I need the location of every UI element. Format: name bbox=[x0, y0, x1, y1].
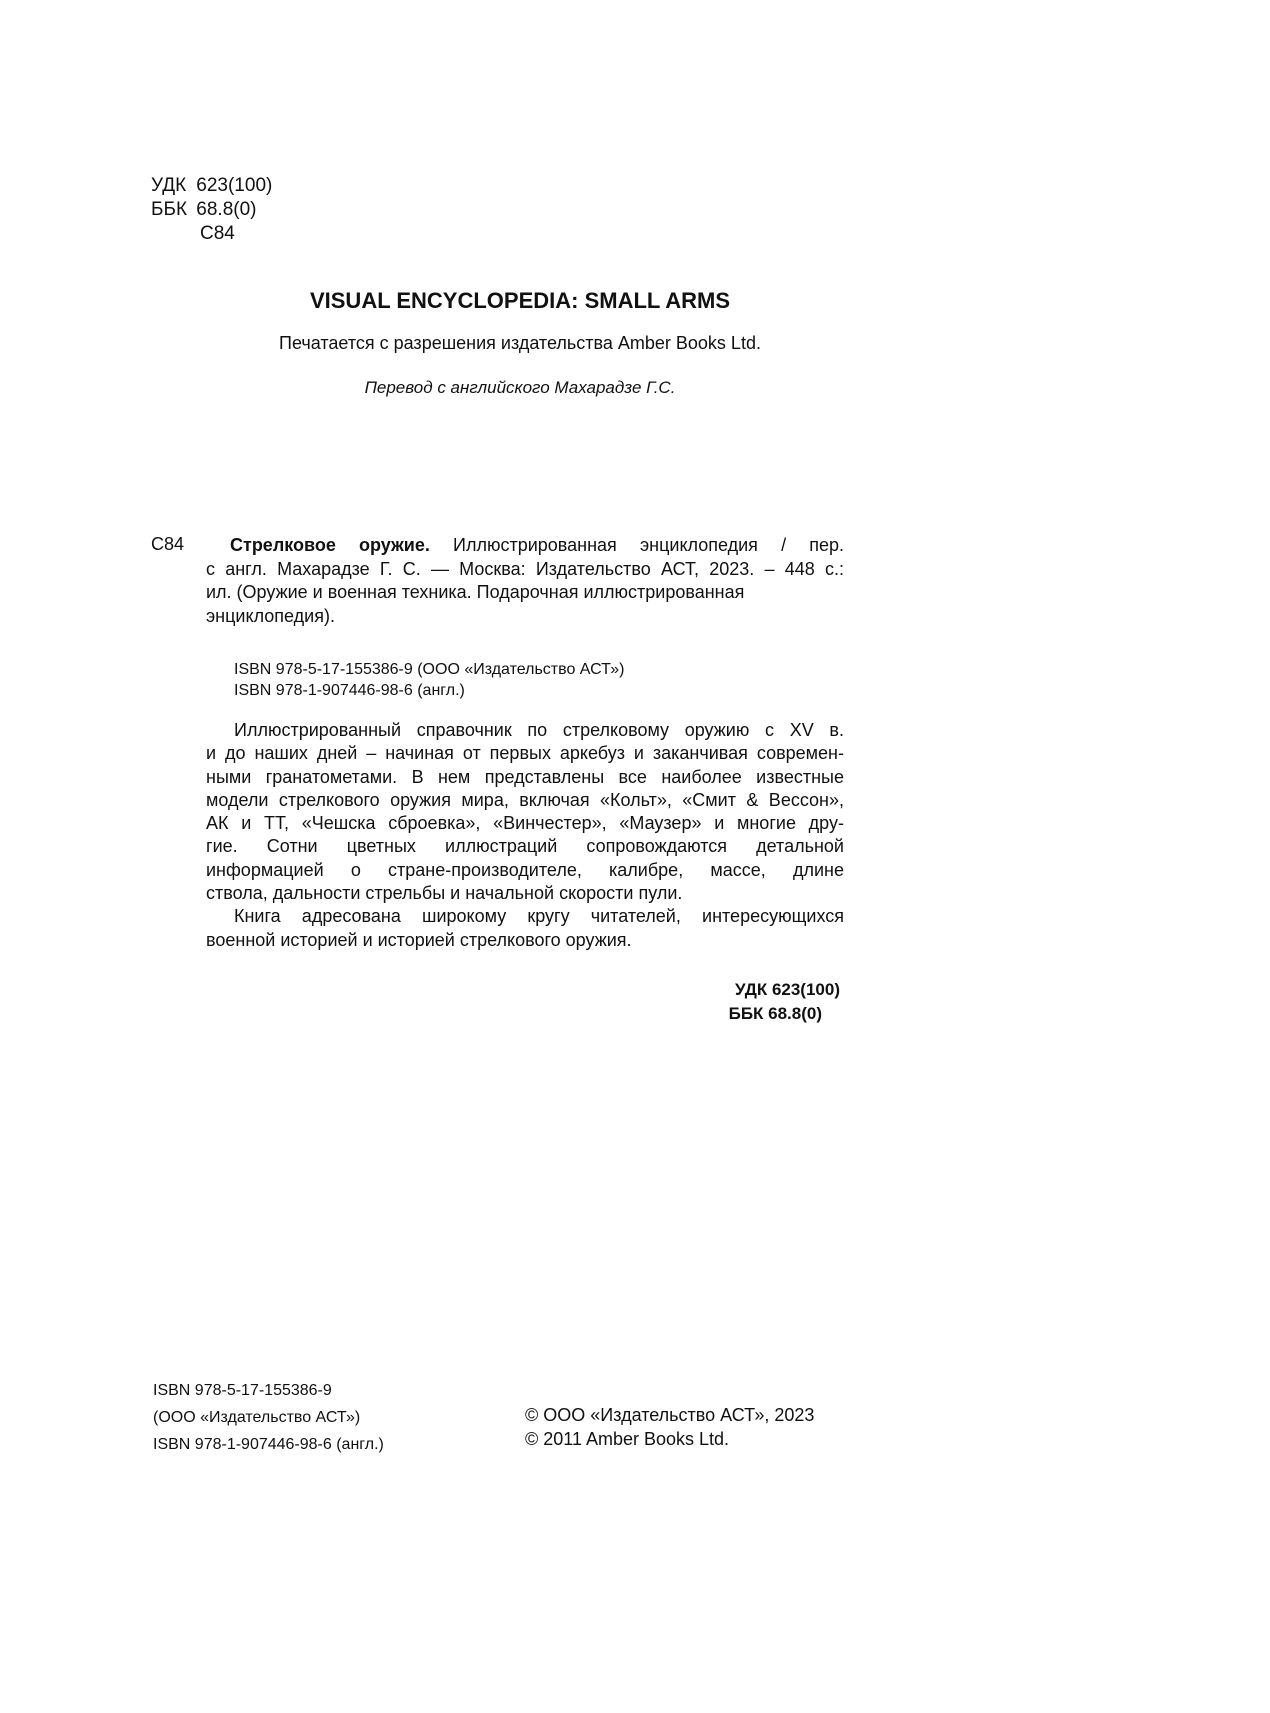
udk-code bbox=[151, 174, 272, 198]
author-mark-top: С84 bbox=[200, 223, 235, 244]
annotation-line: и до наших дней – начиная от первых аркебуз и заканчивая современ- bbox=[206, 743, 844, 764]
copyright-line: © ООО «Издательство АСТ», 2023 bbox=[525, 1405, 815, 1425]
footer-isbn-line: ISBN 978-1-907446-98-6 (англ.) bbox=[153, 1436, 384, 1453]
annotation-line: военной историей и историей стрелкового оружия. bbox=[206, 929, 632, 950]
udk-value: 623(100) bbox=[196, 175, 273, 196]
isbn-list bbox=[234, 659, 624, 701]
author-mark: С84 bbox=[151, 534, 185, 554]
annotation-line: ными гранатометами. В нем представлены все наиболее известные bbox=[206, 766, 844, 787]
isbn-line: ISBN 978-1-907446-98-6 (англ.) bbox=[234, 682, 465, 699]
bbk-value: 68.8(0) bbox=[196, 199, 257, 220]
annotation-line: АК и ТТ, «Чешска сброевка», «Винчестер», «Маузер» и многие дру- bbox=[206, 813, 844, 834]
translator-note: Перевод с английского Махарадзе Г.С. bbox=[364, 378, 676, 397]
isbn-line: ISBN 978-5-17-155386-9 (ООО «Издательство АСТ») bbox=[234, 661, 625, 678]
annotation-line: гие. Сотни цветных иллюстраций сопровождаются детальной bbox=[206, 836, 844, 857]
biblio-line: с англ. Махарадзе Г. С. — Москва: Издательство АСТ, 2023. – 448 с.: bbox=[206, 558, 844, 579]
bibliographic-description bbox=[206, 534, 844, 628]
annotation-line: информацией о стране-производителе, калибре, массе, длине bbox=[206, 859, 844, 880]
annotation-line: Иллюстрированный справочник по стрелковому оружию с XV в. bbox=[234, 720, 844, 740]
biblio-line bbox=[206, 534, 844, 558]
udk-label: УДК bbox=[151, 175, 187, 196]
annotation-line: модели стрелкового оружия мира, включая «Кольт», «Смит & Вессон», bbox=[206, 789, 844, 810]
bbk-label: ББК bbox=[151, 199, 188, 220]
footer-isbn-line: (ООО «Издательство АСТ») bbox=[153, 1409, 361, 1426]
biblio-line: энциклопедия). bbox=[206, 605, 335, 626]
copyright-line: © 2011 Amber Books Ltd. bbox=[525, 1429, 730, 1449]
udk-full: УДК 623(100) bbox=[735, 980, 840, 999]
footer-isbn-line: ISBN 978-5-17-155386-9 bbox=[153, 1382, 332, 1399]
annotation-line: ствола, дальности стрельбы и начальной скорости пули. bbox=[206, 883, 683, 904]
original-title: VISUAL ENCYCLOPEDIA: SMALL ARMS bbox=[309, 288, 731, 313]
biblio-line-text: Иллюстрированная энциклопедия / пер. bbox=[453, 535, 844, 555]
bbk-full: ББК 68.8(0) bbox=[728, 1004, 822, 1023]
bbk-code bbox=[151, 198, 256, 222]
copyright bbox=[525, 1403, 814, 1451]
footer-isbn bbox=[153, 1377, 384, 1458]
permission-note: Печатается с разрешения издательства Amber Books Ltd. bbox=[279, 333, 761, 353]
annotation bbox=[206, 719, 844, 952]
book-title: Стрелковое оружие. bbox=[230, 535, 430, 555]
annotation-line: Книга адресована широкому кругу читателей, интересующихся bbox=[234, 906, 844, 927]
biblio-line: ил. (Оружие и военная техника. Подарочная иллюстрированная bbox=[206, 582, 745, 602]
